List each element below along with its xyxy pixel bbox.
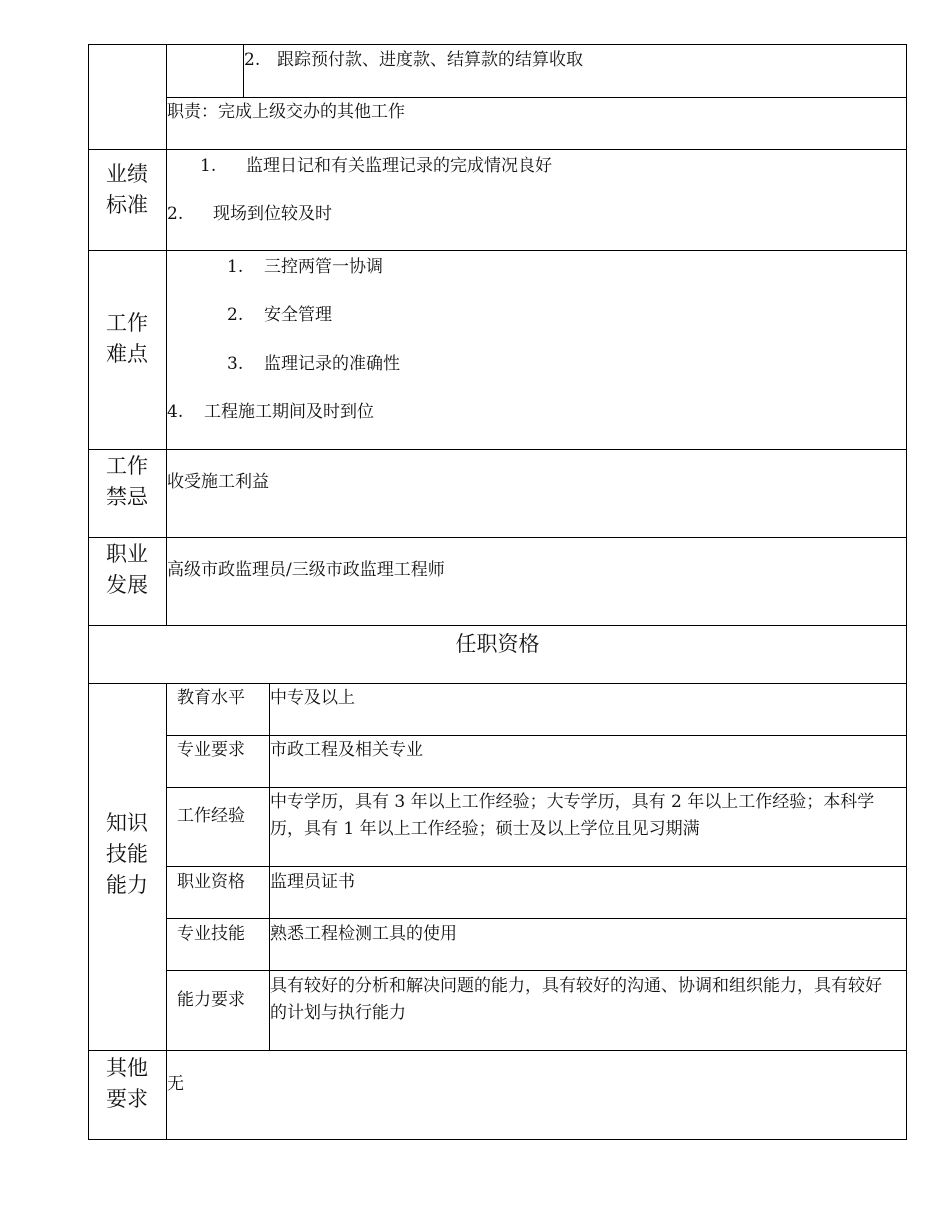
requirement-value: 具有较好的分析和解决问题的能力，具有较好的沟通、协调和组织能力，具有较好的计划与执行能力 <box>270 976 882 1023</box>
row-divider <box>166 97 906 98</box>
requirement-key: 专业技能 <box>177 924 245 944</box>
table-border-right <box>906 44 907 1140</box>
label-column-divider <box>166 44 167 626</box>
list-item-number: 2. <box>167 204 184 224</box>
list-item-text: 监理记录的准确性 <box>264 354 400 374</box>
duty-item-text: 跟踪预付款、进度款、结算款的结算收取 <box>277 50 583 70</box>
sub-row-divider <box>166 970 906 971</box>
row-divider <box>88 625 906 626</box>
requirement-key: 能力要求 <box>177 990 245 1010</box>
table-border-bottom <box>88 1139 907 1140</box>
list-item-text: 工程施工期间及时到位 <box>204 402 374 422</box>
list-item-number: 2. <box>227 305 244 325</box>
career-text: 高级市政监理员/三级市政监理工程师 <box>167 560 445 580</box>
duty-item-number: 2. <box>244 50 261 70</box>
requirement-key: 教育水平 <box>177 688 245 708</box>
requirement-key: 职业资格 <box>177 872 245 892</box>
row-divider <box>88 149 906 150</box>
row-divider <box>88 1050 906 1051</box>
other-requirements-text: 无 <box>167 1074 184 1094</box>
career-label: 职业 发展 <box>106 542 148 597</box>
requirement-value: 中专及以上 <box>270 688 355 708</box>
row-divider <box>88 537 906 538</box>
list-item-text: 三控两管一协调 <box>264 257 383 277</box>
requirement-value: 熟悉工程检测工具的使用 <box>270 924 457 944</box>
row-divider <box>88 449 906 450</box>
list-item-text: 安全管理 <box>264 305 332 325</box>
row-divider <box>88 250 906 251</box>
requirement-key: 工作经验 <box>177 806 245 826</box>
sub-row-divider <box>166 866 906 867</box>
taboos-label: 工作 禁忌 <box>106 454 148 509</box>
qualification-header: 任职资格 <box>455 632 540 656</box>
row-divider <box>88 683 906 684</box>
table-border-top <box>88 44 906 45</box>
sub-row-divider <box>166 918 906 919</box>
list-item-number: 4. <box>167 402 184 422</box>
knowledge-label: 知识 技能 能力 <box>106 811 148 897</box>
requirement-value: 监理员证书 <box>270 872 355 892</box>
sub-row-divider <box>166 787 906 788</box>
performance-label: 业绩 标准 <box>106 162 148 217</box>
difficulties-label: 工作 难点 <box>106 311 148 366</box>
list-item-number: 1. <box>200 156 217 176</box>
list-item-text: 现场到位较及时 <box>213 204 332 224</box>
requirement-value: 中专学历，具有 3 年以上工作经验；大专学历，具有 2 年以上工作经验；本科学历，具有 1 年以上工作经验；硕士及以上学位且见习期满 <box>270 792 875 839</box>
list-item-text: 监理日记和有关监理记录的完成情况良好 <box>246 156 552 176</box>
requirement-key: 专业要求 <box>177 740 245 760</box>
other-duty-text: 职责：完成上级交办的其他工作 <box>167 102 405 122</box>
sub-row-divider <box>166 735 906 736</box>
list-item-number: 3. <box>227 354 244 374</box>
list-item-number: 1. <box>227 257 244 277</box>
other-requirements-label: 其他 要求 <box>106 1056 148 1111</box>
taboos-text: 收受施工利益 <box>167 472 269 492</box>
requirement-value: 市政工程及相关专业 <box>270 740 423 760</box>
